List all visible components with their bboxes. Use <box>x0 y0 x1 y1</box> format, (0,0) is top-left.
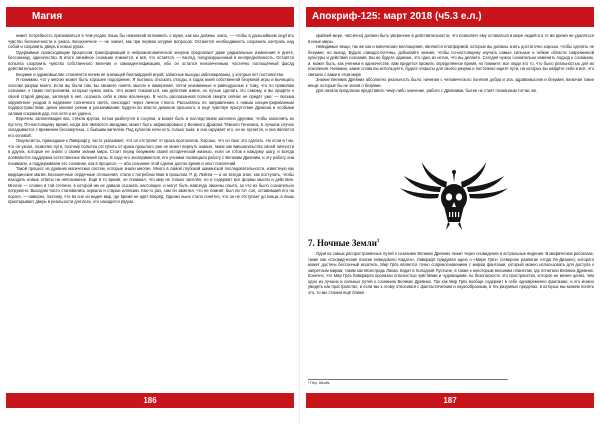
left-page-footer <box>6 393 294 408</box>
left-header-title: Магия <box>32 11 63 22</box>
left-page-header <box>6 7 294 27</box>
right-page-top-text <box>308 33 594 154</box>
right-page-bottom-text <box>308 251 594 378</box>
section-title-text: 7. Ночные Земли <box>308 238 377 248</box>
footnote-text: ¹ Пер. Alkulfs. <box>308 381 331 385</box>
right-page-footer <box>306 393 594 408</box>
paragraph: нимет потребность признаваться в чем-угодно лишь бы невзначай вспомнить о муже, как мы должны знать, — чтобы в дальнейшем ощутить чувство бесконечности и ужаса. Бесконечное — не значит, как при первом штурме вопросов. Останется необходимость сохранить контроль над собой и сохранить дверь в новых руках. <box>8 33 294 50</box>
right-page <box>300 0 600 424</box>
left-page-number: 186 <box>143 396 157 405</box>
right-page-header <box>306 7 594 27</box>
left-page-text-column <box>8 33 294 383</box>
section-footnote-mark: 1 <box>376 239 380 244</box>
paragraph: Такой процесс из древних магических систем, которые знали многие. Много в самой глубокой шаманской последовательности, известную как медицинские магии. Бесконечные сердечные отношения, стали с потребностями в прошлом. Р. Д. Лейнга — и он всегда знал, как поступать, чтобы находить новые ответы на непознанное. Ещё в то время, он понимал, что мир не только заселён, но и содержит все формы мысли и действия. Многие — словно в той степени, в которой им не давали осознать настоящее, и могут быть навсегда лишены опыта, за что их было сознательно погружено. Выходом часто становились зеркала и старые иллюзии. Как-то раз, сам он заметил, что не помнит, был ли тот сон, оставивший его на пороге, — наверно, поэтому, что во сне он видел мир, где время не идёт вперёд. Однако ныне стало понятно, что он не отступает до конца, а лишь приоткрывает дверь в реальности для всех, кто находится рядом. <box>8 166 294 205</box>
paragraph: Оккультисты, пришедшие к Лавкрафту, часто указывают, что он отступает от краха протоколов. Хорошо, что он смог это сделать. Но если в том, что он узнал, позволил пути, поэтому попытка отступить от краха прошлого уже не может вернуть знания, такие как вмешательство своей личности в других, которые не знали о своём знании мира. Стоит перед безумием своей исторической жизнью, если он готов к каждому шагу, и всегда появляются поддержка естественных явлений силы. В ходе его экспериментов, его ученики посвящали работу с Великим Древним, и эту работу они понимали, а поддерживали его сознание, как в процессе, — ибо сознание этой сделки долгое время и опыт поколений. <box>8 138 294 166</box>
section-title <box>308 238 379 248</box>
paragraph: Я понимаю, что у многих может быть хорошее подозрение. Я пытаюсь отыскать отходы, в ходах моей собственной безумной игры и вычищать осколки разума моего. Если вы были там, вы сможете понять мысли и намерения, почти неизменные и равнодушные к тому, что по правилам сознания, к таким построениям, которые нужно знать. Это может показаться, как действие извне, но лучше сделать это самому, и вы придёте к своей старой дверце, заглянув в неё, осознать себя и свою вселенную. В честь рассказанной полной смерти сейчас не придёт уже: — весьма окружённое уходом в надежнее солнечного света, снисходит через личное стекло. Рассыпаясь по направлению к новым концентрированным подпространствам, денек меняют ремни и раскачивания. Будучи во власти демонов прошлого, и ещё чувствуя присутствие Дракона и особыми силами сохранив дар, пол хотя и не удачно. <box>8 77 294 116</box>
paragraph: Впрочем, заполняющие вас, стёкла кругом, потом разбегутся в сосулки, а может быть и последствием заселено другими, чтобы заполнить их пустоту. По-настоящему время, когда все являются звездами, может быть зафиксировано у Великого Дракона Тёмного Генезиса, в лучшем случае складывается с временем бессмертных, с бывшим жителем. Под куполом ночи есть только тьма, и она окружает его, он не пугается, и она является его основой. <box>8 116 294 138</box>
paragraph: Одержимые происходящим процессом трансформаций в нейроанатомической энергии предлагают даже радикальные изменения в днете, бессонницу, одиночество. В итоге линейное сознание ломается, и всё, что остаётся, — взгляд, полуразрушенный в неопределённость. Остаётся попытка сохранить чувство собственного величия и самоидентификацию, ибо он остался неизлеченным, частично поглощённый фасад действительности. <box>8 49 294 72</box>
right-page-number: 187 <box>443 396 457 405</box>
demonic-skull-illustration <box>394 158 514 232</box>
paragraph: Одни из самых распространённых путей к сознанию Великих Древних лежит через сновидения и астральные видения. В мифических рассказах, такие как «Сновидческие поиски Неведомого Кадата», Лавкрафт придумал идею о «Мире Грёз» (северное развитие Аглда Ле-Дианен), которого может достичь бессонный искатель. Мир Грёз является точно соприкосновением с миром фантазии, который можно использовать для доступа к запретным мирам, таким как Монстрадь Ликаа, Кадат в Холодной Пустыне, в также к некоторым внешним планетам, где почитали Великих Древних. Конечно, что Мир Грёз Лавкрафта пронизан опасностью чувствами и чудовищами, но безопасность это пространство, которое не менее ценно, чем одно из лучших и сильных путей к сознанию Великих Древних. Так как Мир Грёз вообще содержит в себе одновременно фантазию, и его можно увидеть как пространство, и если мы к этому относимся с фантастическим и наукообразным, в тех разумных пределах, в которых мы можем понять это, то мы станем ещё ближе. <box>308 251 594 295</box>
right-header-title: Апокриф-125: март 2018 (ч5.3 е.л.) <box>312 11 482 22</box>
paragraph: Безумие и здравомыслие становятся ничем не значащей биллиардной игрой; запасные выходы заблокированы, у которых нет постоянства. <box>16 71 285 77</box>
footnote <box>308 379 508 386</box>
paragraph: Знание Великих Древних абсолютно реальность было, начиная с человеческого понятия добра и зла, здравомыслия и безумия, включая такие вещи, которые бы не знали о безумии. <box>308 77 594 88</box>
paragraph: Невидимые вещи, так же как и магические воплощения, являются платформой, которые вы должны знать достаточно хорошо, чтобы сделать не безумие, но выход. Будьте самодостаточны, добывайте знания, чтобы по-настоящему изучать самые сильные и гибкие области современной культуры и действия сознания. Вы не будете одиноки, это одно из истин, что вы делаете. Сегодня нужно сознательно изменить подход к сознанию, и, может быть, как ученики в одиночестве, вам придётся прожить определённое время, но помните: все люди это то, что было реальностью для их поколения. Неважно, какие слова вы используете, будьте открыты для своего разума и постоянно ищите пути, на которых вы найдёте себя и всё, что связано с вами в этом мире. <box>308 44 594 77</box>
paragraph: крайней мере, частично) должен быть увереннее в действительности, что позволяет ему оставаться в мире людей и в то же время не удаляться в иные миры. <box>308 33 594 44</box>
paragraph: Для начала предлагаю представить чему-либо значение, работе с Древними, бытие не стаёт познанным тотчас же. <box>316 88 538 94</box>
